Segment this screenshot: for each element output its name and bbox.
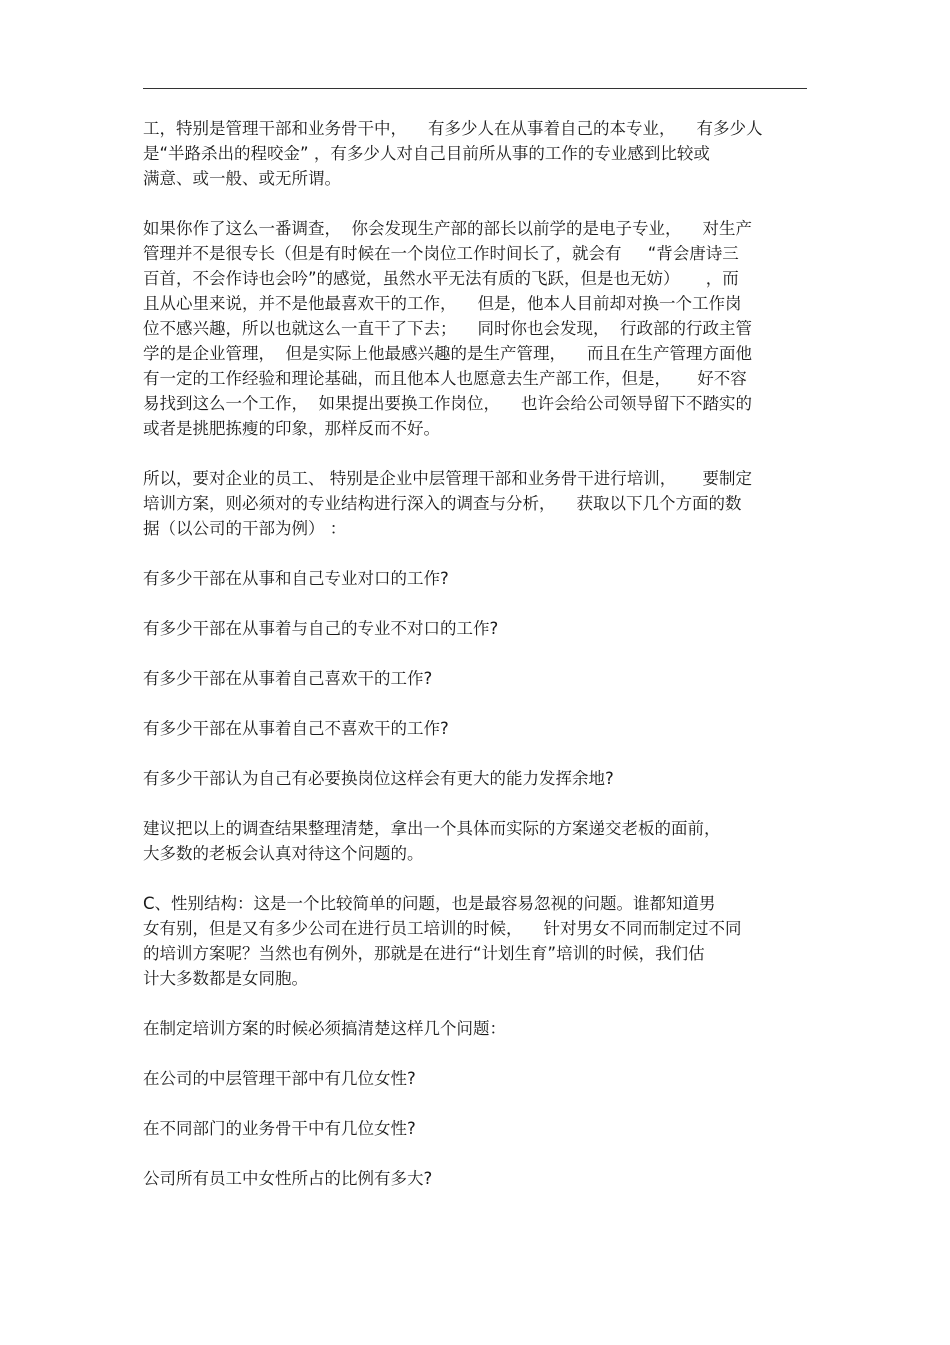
question-line: [143, 766, 807, 791]
question-line: [143, 716, 807, 741]
text-line: 满意、或一般、或无所谓。: [143, 169, 341, 188]
document-body: [143, 116, 807, 1191]
text-line: 女有别，但是又有多少公司在进行员工培训的时候， 针对男女不同而制定过不同: [143, 919, 742, 938]
question-line: [143, 1166, 807, 1191]
text-line: 有多少干部在从事着自己不喜欢干的工作?: [143, 719, 449, 738]
text-line: 有多少干部在从事和自己专业对口的工作?: [143, 569, 449, 588]
paragraph-professional-survey: [143, 116, 807, 191]
text-line: 在制定培训方案的时候必须搞清楚这样几个问题：: [143, 1019, 506, 1038]
text-line: 在公司的中层管理干部中有几位女性?: [143, 1069, 416, 1088]
text-line: 是“半路杀出的程咬金” ，有多少人对自己目前所从事的工作的专业感到比较或: [143, 144, 710, 163]
text-line: 在不同部门的业务骨干中有几位女性?: [143, 1119, 416, 1138]
text-line: 易找到这么一个工作， 如果提出要换工作岗位， 也许会给公司领导留下不踏实的: [143, 394, 752, 413]
text-line: 百首，不会作诗也会吟”的感觉，虽然水平无法有质的飞跃，但是也无妨） ，而: [143, 269, 739, 288]
text-line: 如果你作了这么一番调查， 你会发现生产部的部长以前学的是电子专业， 对生产: [143, 219, 752, 238]
text-line: 有多少干部认为自己有必要换岗位这样会有更大的能力发挥余地?: [143, 769, 614, 788]
question-line: [143, 666, 807, 691]
header-rule: [143, 88, 807, 89]
paragraph-suggestion: [143, 816, 807, 866]
paragraph-questions-intro: [143, 1016, 807, 1041]
question-line: [143, 1066, 807, 1091]
question-line: [143, 1116, 807, 1141]
text-line: 有多少干部在从事着与自己的专业不对口的工作?: [143, 619, 499, 638]
text-line: 管理并不是很专长（但是有时候在一个岗位工作时间长了，就会有 “背会唐诗三: [143, 244, 739, 263]
text-line: 或者是挑肥拣瘦的印象，那样反而不好。: [143, 419, 440, 438]
text-line: C、性别结构：这是一个比较简单的问题，也是最容易忽视的问题。谁都知道男: [143, 894, 716, 913]
text-line: 大多数的老板会认真对待这个问题的。: [143, 844, 424, 863]
paragraph-survey-example: [143, 216, 807, 441]
text-line: 所以，要对企业的员工、 特别是企业中层管理干部和业务骨干进行培训， 要制定: [143, 469, 752, 488]
text-line: 学的是企业管理， 但是实际上他最感兴趣的是生产管理， 而且在生产管理方面他: [143, 344, 752, 363]
text-line: 培训方案，则必须对的专业结构进行深入的调查与分析， 获取以下几个方面的数: [143, 494, 742, 513]
text-line: 建议把以上的调查结果整理清楚，拿出一个具体而实际的方案递交老板的面前，: [143, 819, 721, 838]
text-line: 有多少干部在从事着自己喜欢干的工作?: [143, 669, 433, 688]
paragraph-training-plan: [143, 466, 807, 541]
text-line: 计大多数都是女同胞。: [143, 969, 308, 988]
text-line: 位不感兴趣，所以也就这么一直干了下去； 同时你也会发现， 行政部的行政主管: [143, 319, 752, 338]
question-line: [143, 566, 807, 591]
text-line: 且从心里来说，并不是他最喜欢干的工作， 但是，他本人目前却对换一个工作岗: [143, 294, 742, 313]
paragraph-gender-structure: [143, 891, 807, 991]
question-line: [143, 616, 807, 641]
text-line: 据（以公司的干部为例） ：: [143, 519, 347, 538]
text-line: 公司所有员工中女性所占的比例有多大?: [143, 1169, 433, 1188]
text-line: 工，特别是管理干部和业务骨干中， 有多少人在从事着自己的本专业， 有多少人: [143, 119, 763, 138]
text-line: 的培训方案呢？当然也有例外，那就是在进行“计划生育”培训的时候，我们估: [143, 944, 705, 963]
text-line: 有一定的工作经验和理论基础，而且他本人也愿意去生产部工作，但是， 好不容: [143, 369, 747, 388]
